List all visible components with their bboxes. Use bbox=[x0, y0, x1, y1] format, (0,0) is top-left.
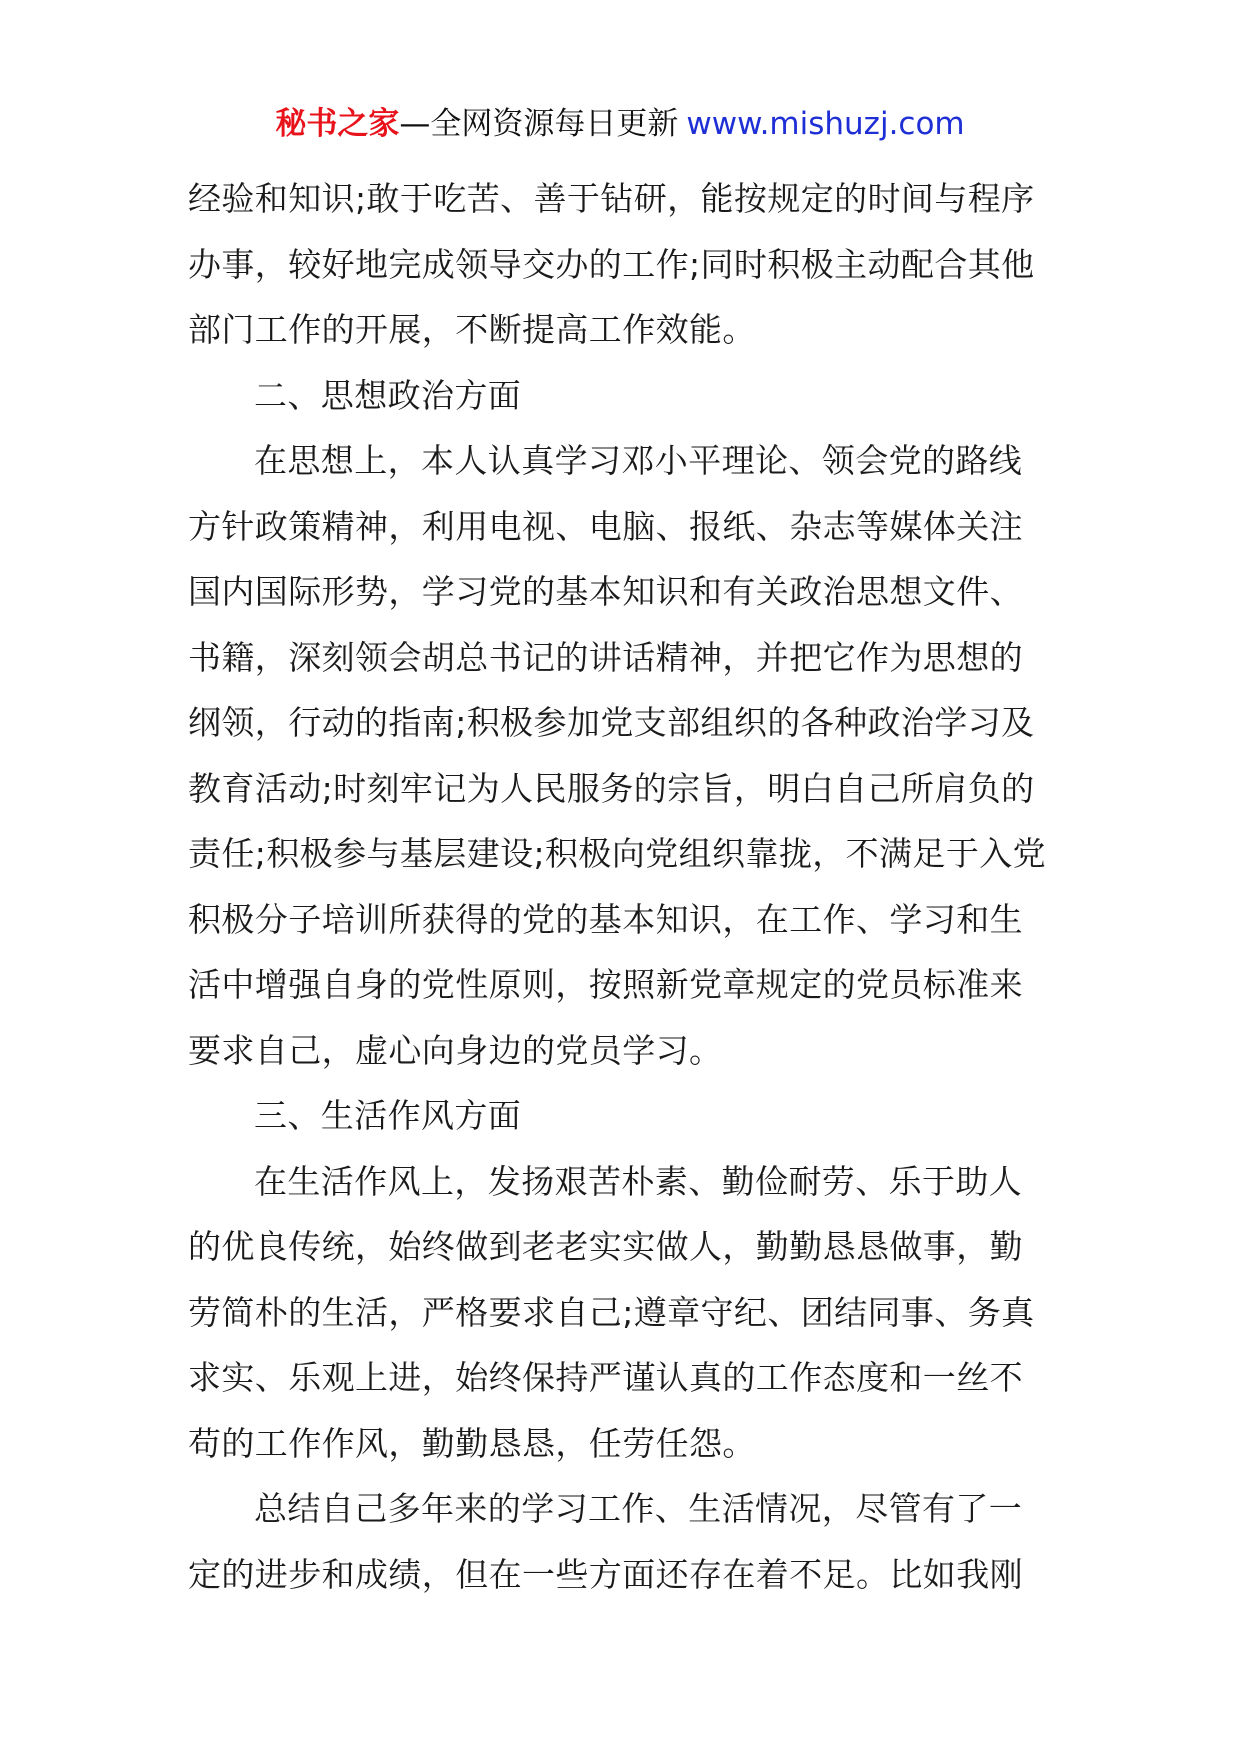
brand-name: 秘书之家 bbox=[275, 106, 400, 142]
paragraph-line: 部门工作的开展，不断提高工作效能。 bbox=[188, 310, 756, 349]
paragraph-line: 方针政策精神，利用电视、电脑、报纸、杂志等媒体关注 bbox=[188, 506, 1023, 546]
site-url-link[interactable]: www.mishuzj.com bbox=[686, 106, 965, 142]
paragraph-line: 活中增强自身的党性原则，按照新党章规定的党员标准来 bbox=[188, 965, 1023, 1004]
paragraph-line: 定的进步和成绩，但在一些方面还存在着不足。比如我刚 bbox=[188, 1554, 1023, 1594]
paragraph-line: 苟的工作作风，勤勤恳恳，任劳任怨。 bbox=[188, 1423, 756, 1463]
section-heading: 二、思想政治方面 bbox=[254, 375, 522, 415]
header-slogan: —全网资源每日更新 bbox=[399, 106, 679, 142]
paragraph-line: 经验和知识;敢于吃苦、善于钻研，能按规定的时间与程序 bbox=[188, 179, 1035, 218]
paragraph-line: 求实、乐观上进，始终保持严谨认真的工作态度和一丝不 bbox=[188, 1358, 1023, 1397]
paragraph-line: 办事，较好地完成领导交办的工作;同时积极主动配合其他 bbox=[188, 244, 1035, 284]
page-header bbox=[0, 102, 1240, 146]
paragraph-line: 积极分子培训所获得的党的基本知识，在工作、学习和生 bbox=[188, 899, 1023, 939]
paragraph-line: 在思想上，本人认真学习邓小平理论、领会党的路线 bbox=[254, 441, 1023, 480]
paragraph-line: 总结自己多年来的学习工作、生活情况，尽管有了一 bbox=[254, 1489, 1023, 1528]
section-heading: 三、生活作风方面 bbox=[254, 1096, 522, 1135]
paragraph-line: 纲领，行动的指南;积极参加党支部组织的各种政治学习及 bbox=[188, 703, 1035, 742]
paragraph-line: 国内国际形势，学习党的基本知识和有关政治思想文件、 bbox=[188, 572, 1023, 611]
paragraph-line: 责任;积极参与基层建设;积极向党组织靠拢，不满足于入党 bbox=[188, 834, 1047, 873]
paragraph-line: 在生活作风上，发扬艰苦朴素、勤俭耐劳、乐于助人 bbox=[254, 1161, 1023, 1201]
paragraph-line: 的优良传统，始终做到老老实实做人，勤勤恳恳做事，勤 bbox=[188, 1227, 1023, 1266]
paragraph-line: 教育活动;时刻牢记为人民服务的宗旨，明白自己所肩负的 bbox=[188, 768, 1035, 808]
paragraph-line: 劳简朴的生活，严格要求自己;遵章守纪、团结同事、务真 bbox=[188, 1292, 1035, 1332]
document-body bbox=[188, 166, 1064, 1607]
paragraph-line: 要求自己，虚心向身边的党员学习。 bbox=[188, 1030, 723, 1070]
paragraph-line: 书籍，深刻领会胡总书记的讲话精神，并把它作为思想的 bbox=[188, 637, 1023, 677]
